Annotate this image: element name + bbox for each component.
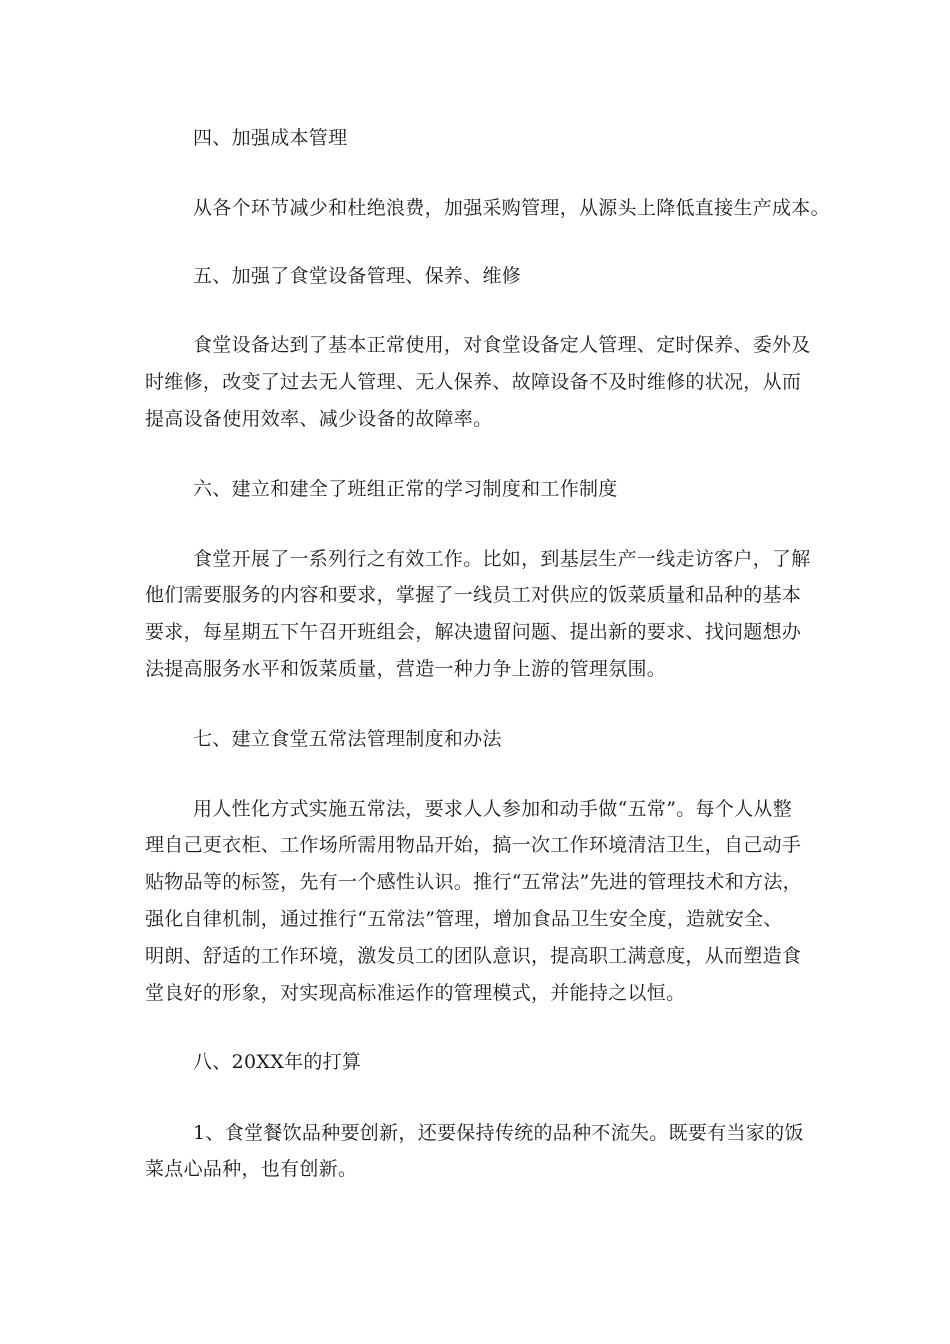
paragraph-line: 从各个环节减少和杜绝浪费，加强采购管理，从源头上降低直接生产成本。 xyxy=(193,197,830,219)
heading-five-s-method: 七、建立食堂五常法管理制度和办法 xyxy=(193,728,502,750)
paragraph-line: 要求，每星期五下午召开班组会，解决遗留问题、提出新的要求、找问题想办 xyxy=(145,621,802,643)
paragraph-line: 明朗、舒适的工作环境，激发员工的团队意识，提高职工满意度，从而塑造食 xyxy=(145,945,802,967)
paragraph-line: 时维修，改变了过去无人管理、无人保养、故障设备不及时维修的状况，从而 xyxy=(145,371,802,393)
heading-annual-plan: 八、20XX年的打算 xyxy=(193,1051,362,1073)
heading-cost-management: 四、加强成本管理 xyxy=(193,127,348,149)
paragraph-line: 法提高服务水平和饭菜质量，营造一种力争上游的管理氛围。 xyxy=(145,658,667,680)
paragraph-line: 提高设备使用效率、减少设备的故障率。 xyxy=(145,408,493,430)
paragraph-line: 堂良好的形象，对实现高标准运作的管理模式，并能持之以恒。 xyxy=(145,982,686,1004)
paragraph-line: 1、食堂餐饮品种要创新，还要保持传统的品种不流失。既要有当家的饭 xyxy=(193,1122,804,1144)
paragraph-line: 理自己更衣柜、工作场所需用物品开始，搞一次工作环境清洁卫生，自己动手 xyxy=(145,834,802,856)
paragraph-line: 他们需要服务的内容和要求，掌握了一线员工对供应的饭菜质量和品种的基本 xyxy=(145,584,802,606)
heading-equipment-management: 五、加强了食堂设备管理、保养、维修 xyxy=(193,265,522,287)
paragraph-line: 菜点心品种，也有创新。 xyxy=(145,1158,358,1180)
paragraph-line: 贴物品等的标签，先有一个感性认识。推行“五常法”先进的管理技术和方法， xyxy=(145,871,802,893)
paragraph-line: 用人性化方式实施五常法，要求人人参加和动手做“五常”。每个人从整 xyxy=(193,798,793,820)
paragraph-line: 食堂设备达到了基本正常使用，对食堂设备定人管理、定时保养、委外及 xyxy=(193,334,811,356)
paragraph-line: 强化自律机制，通过推行“五常法”管理，增加食品卫生安全度，造就安全、 xyxy=(145,908,783,930)
heading-team-system: 六、建立和建全了班组正常的学习制度和工作制度 xyxy=(193,478,618,500)
paragraph-line: 食堂开展了一系列行之有效工作。比如，到基层生产一线走访客户，了解 xyxy=(193,548,811,570)
